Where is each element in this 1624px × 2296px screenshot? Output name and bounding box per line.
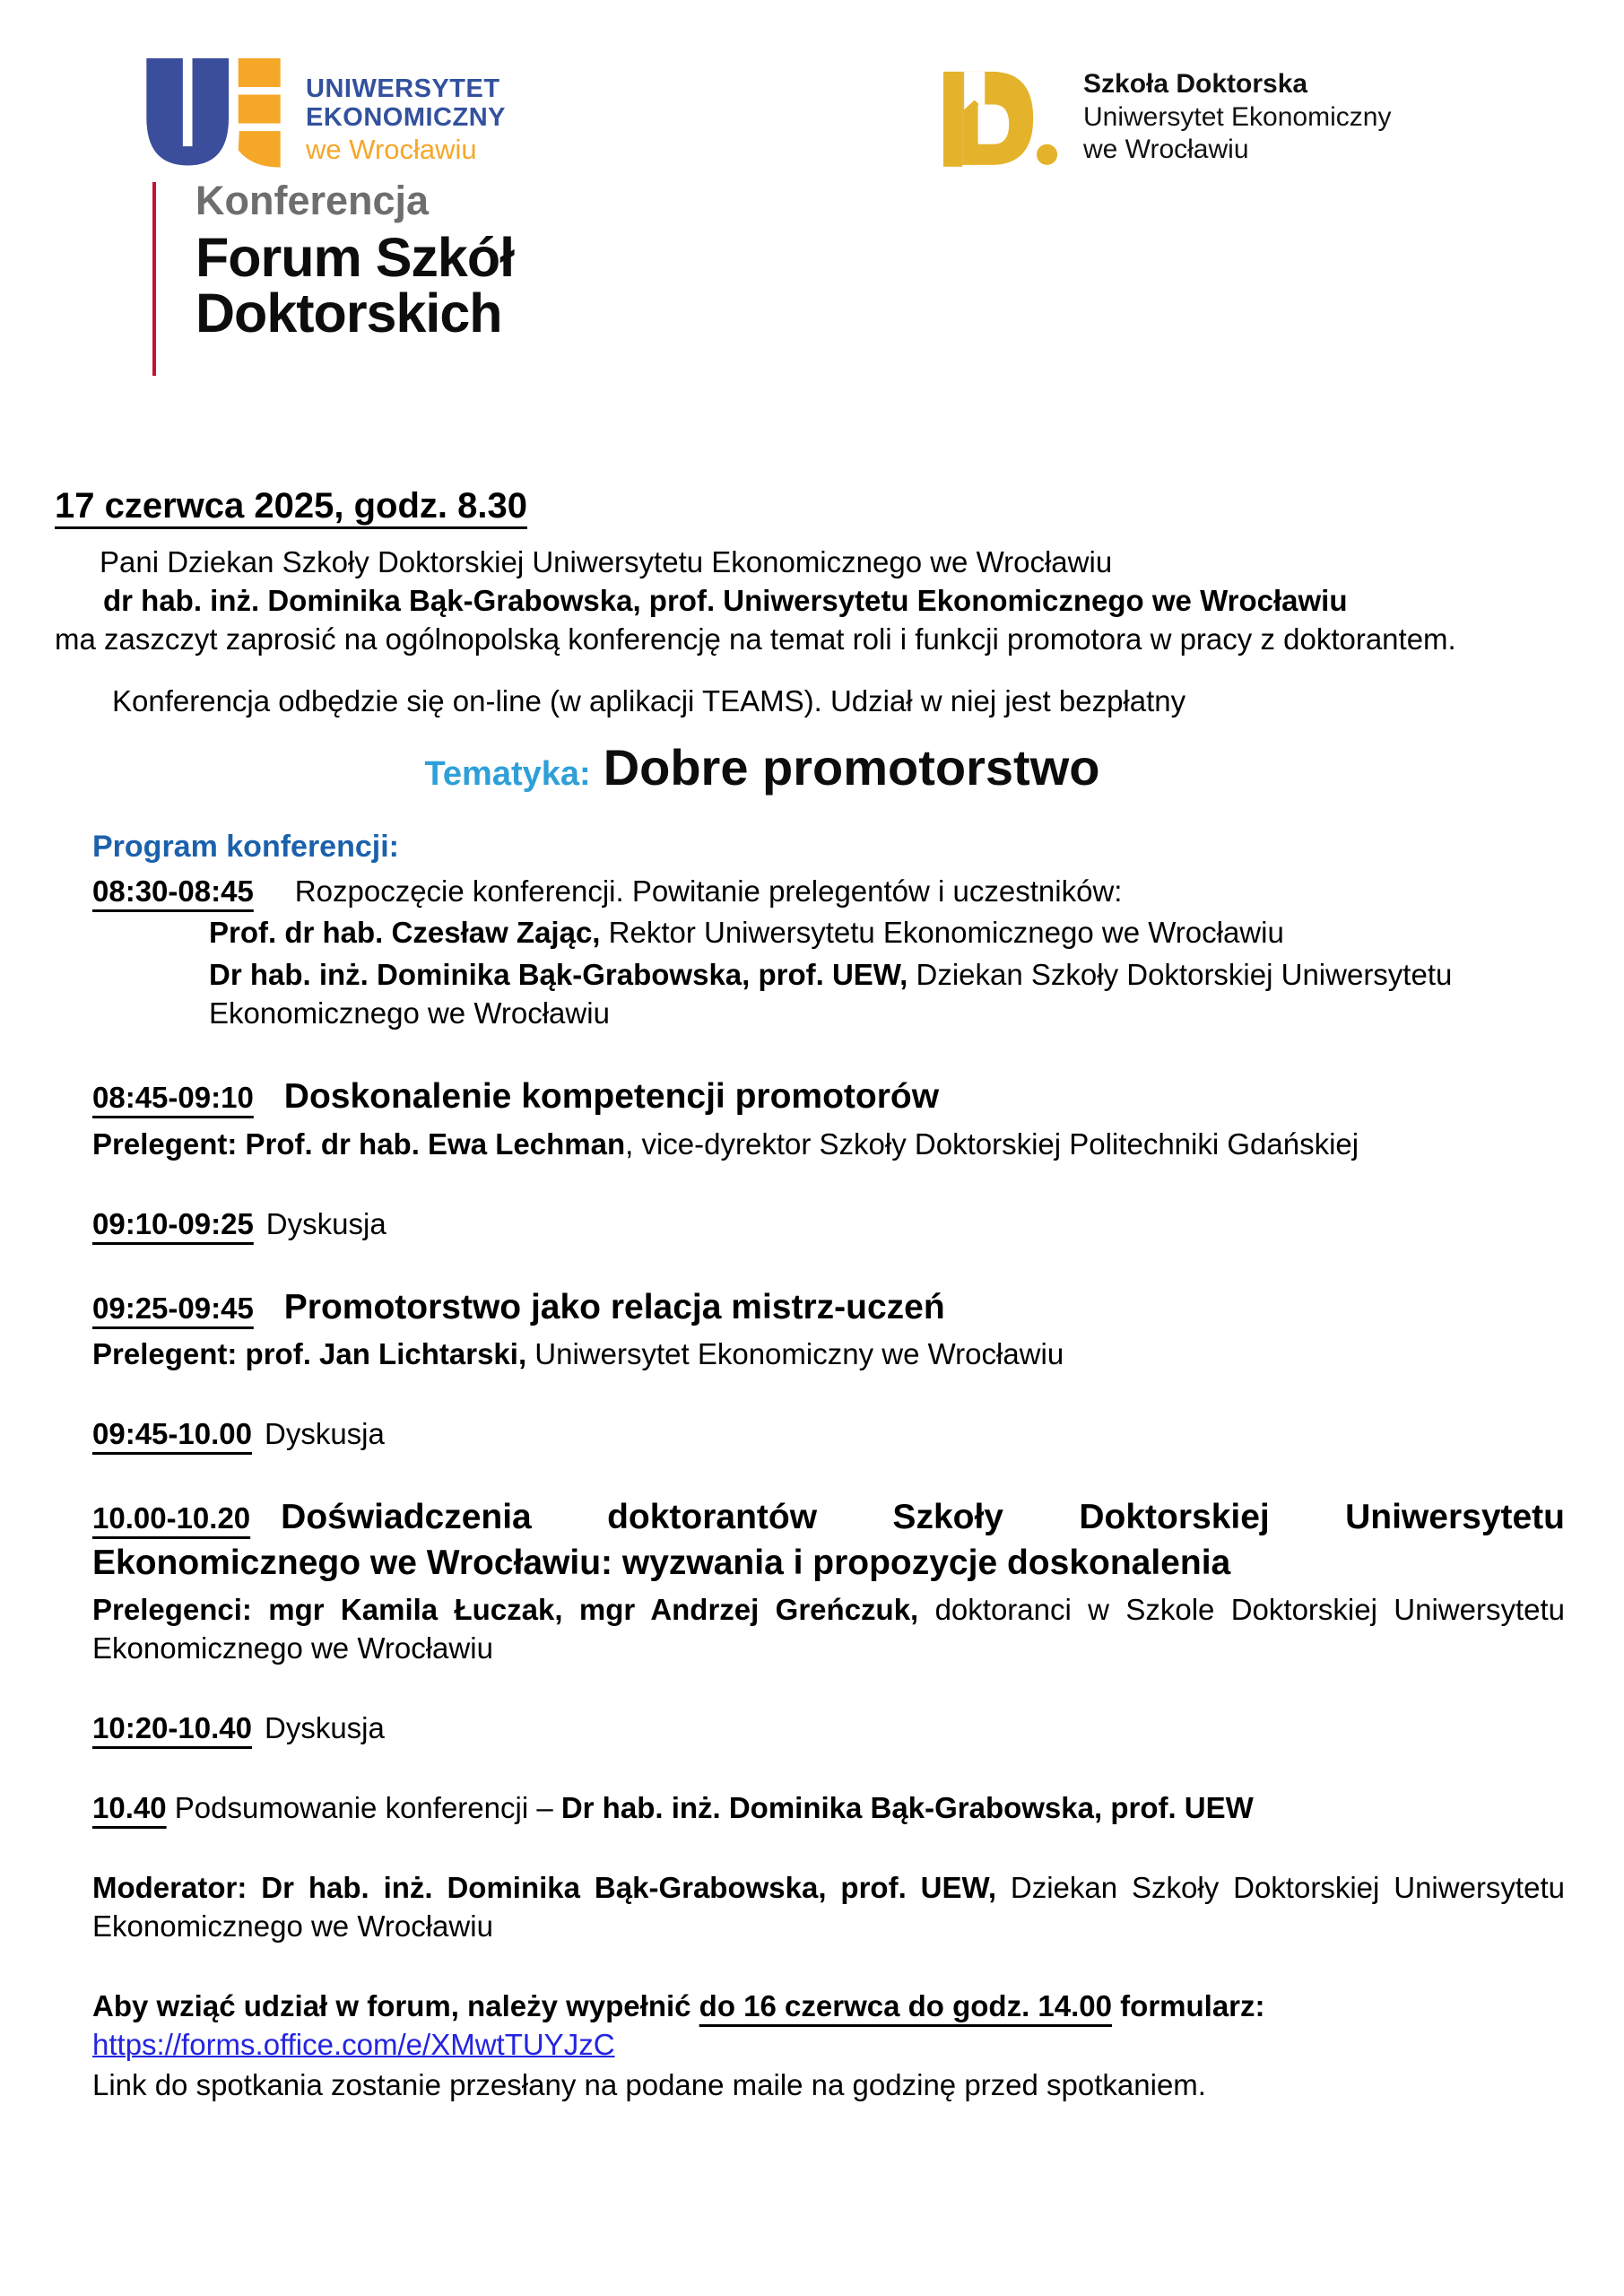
program-time: 09:45-10.00 xyxy=(92,1417,252,1451)
signup-instruction xyxy=(92,1987,1565,2026)
speaker-line xyxy=(92,956,1565,1033)
date-heading: 17 czerwca 2025, godz. 8.30 xyxy=(55,486,527,526)
signup-suffix: formularz: xyxy=(1112,1988,1265,2022)
ue-logo-text xyxy=(306,74,506,166)
program-heading: Program konferencji: xyxy=(92,830,399,865)
program-item-discussion xyxy=(92,1415,1565,1454)
speaker-role: Rektor Uniwersytetu Ekonomicznego we Wrocławiu xyxy=(600,916,1284,950)
conference-title-line2: Doktorskich xyxy=(195,283,502,344)
program-item-discussion xyxy=(92,1709,1565,1748)
program-time: 09:10-09:25 xyxy=(92,1206,254,1240)
program-item-discussion xyxy=(92,1205,1565,1244)
form-link-line xyxy=(92,2026,1565,2065)
discussion-label: Dyskusja xyxy=(264,1711,385,1745)
signup-section xyxy=(92,1987,1565,2105)
doctoral-school-logo xyxy=(943,61,1391,170)
moderator-line xyxy=(92,1869,1565,1946)
presenter-role: Uniwersytet Ekonomiczny we Wrocławiu xyxy=(526,1337,1064,1371)
program-item-opening xyxy=(92,873,1565,911)
signup-prefix: Aby wziąć udział w forum, należy wypełnić xyxy=(92,1988,699,2022)
program-time: 09:25-09:45 xyxy=(92,1291,254,1325)
red-accent-line xyxy=(152,182,156,376)
sd-logo-line2: Uniwersytet Ekonomiczny xyxy=(1083,101,1392,132)
program-section xyxy=(92,827,1565,1945)
conference-label: Konferencja xyxy=(195,178,430,223)
program-time: 10:20-10.40 xyxy=(92,1711,252,1745)
talk-title: Doskonalenie kompetencji promotorów xyxy=(283,1077,940,1117)
ue-logo-line3: we Wrocławiu xyxy=(306,133,477,165)
presenter-name: Prelegent: prof. Jan Lichtarski, xyxy=(92,1337,527,1371)
registration-form-link[interactable]: https://forms.office.com/e/XMwtTUYJzC xyxy=(92,2027,615,2061)
discussion-label: Dyskusja xyxy=(265,1206,386,1240)
signup-deadline: do 16 czerwca do godz. 14.00 xyxy=(699,1988,1112,2022)
summary-person: Dr hab. inż. Dominika Bąk-Grabowska, prof. UEW xyxy=(560,1791,1254,1825)
speaker-role: Dziekan Szkoły Doktorskiej Uniwersytetu Ekonomicznego we Wrocławiu xyxy=(209,958,1453,1031)
program-item-talk xyxy=(92,1074,1565,1164)
online-note: Konferencja odbędzie się on-line (w aplikacji TEAMS). Udział w niej jest bezpłatny xyxy=(112,683,1186,718)
doctoral-school-logo-mark xyxy=(943,61,1060,170)
conference-masthead xyxy=(195,178,515,344)
intro-line-2: dr hab. inż. Dominika Bąk-Grabowska, prof. Uniwersytetu Ekonomicznego we Wrocławiu xyxy=(103,583,1348,617)
presenter-name: Prelegenci: mgr Kamila Łuczak, mgr Andrzej Greńczuk, xyxy=(92,1593,919,1627)
theme-value: Dobre promotorstwo xyxy=(603,738,1100,796)
moderator-name: Moderator: Dr hab. inż. Dominika Bąk-Grabowska, prof. UEW, xyxy=(92,1870,996,1904)
program-time: 08:30-08:45 xyxy=(92,874,254,908)
presenter-line xyxy=(92,1126,1565,1164)
presenter-role: doktoranci w Szkole Doktorskiej Uniwersytetu Ekonomicznego we Wrocławiu xyxy=(92,1593,1566,1665)
sd-logo-line1: Szkoła Doktorska xyxy=(1083,69,1308,99)
program-item-summary xyxy=(92,1789,1565,1828)
speaker-line xyxy=(92,914,1565,952)
program-time: 08:45-09:10 xyxy=(92,1081,254,1115)
theme-label: Tematyka: xyxy=(424,754,591,793)
doctoral-school-logo-text xyxy=(1083,68,1391,167)
conference-title-line1: Forum Szkół xyxy=(195,227,515,288)
speaker-name: Dr hab. inż. Dominika Bąk-Grabowska, prof. UEW, xyxy=(209,958,908,992)
sd-logo-line3: we Wrocławiu xyxy=(1083,135,1249,165)
ue-logo-mark xyxy=(146,58,281,173)
presenter-line xyxy=(92,1591,1565,1668)
ue-university-logo xyxy=(146,58,506,173)
ue-logo-line1: UNIWERSYTET xyxy=(306,74,500,103)
program-time: 10.00-10.20 xyxy=(92,1501,251,1535)
intro-line-3: ma zaszczyt zaprosić na ogólnopolską konferencję na temat roli i funkcji promotora w pracy z doktorantem. xyxy=(55,622,1456,656)
program-item-talk xyxy=(92,1495,1565,1668)
document-body xyxy=(55,483,1568,2104)
presenter-line xyxy=(92,1335,1565,1374)
presenter-name: Prelegent: Prof. dr hab. Ewa Lechman xyxy=(92,1126,626,1161)
program-desc: Rozpoczęcie konferencji. Powitanie prelegentów i uczestników: xyxy=(294,874,1123,908)
talk-title: Promotorstwo jako relacja mistrz-uczeń xyxy=(283,1287,945,1326)
program-time: 10.40 xyxy=(92,1791,167,1825)
presenter-role: , vice-dyrektor Szkoły Doktorskiej Politechniki Gdańskiej xyxy=(625,1126,1359,1161)
ue-logo-line2: EKONOMICZNY xyxy=(306,103,506,133)
discussion-label: Dyskusja xyxy=(264,1417,385,1451)
intro-line-1: Pani Dziekan Szkoły Doktorskiej Uniwersytetu Ekonomicznego we Wrocławiu xyxy=(100,545,1113,578)
summary-text: Podsumowanie konferencji – xyxy=(166,1791,561,1825)
theme-line xyxy=(5,735,1519,801)
talk-title: Doświadczenia doktorantów Szkoły Doktorskiej Uniwersytetu Ekonomicznego we Wrocławiu: wyzwania i propozycje doskonalenia xyxy=(92,1498,1565,1582)
speaker-name: Prof. dr hab. Czesław Zając, xyxy=(209,916,601,950)
program-item-talk xyxy=(92,1285,1565,1375)
moderator-role: Dziekan Szkoły Doktorskiej Uniwersytetu Ekonomicznego we Wrocławiu xyxy=(92,1870,1565,1943)
meeting-link-note: Link do spotkania zostanie przesłany na podane maile na godzinę przed spotkaniem. xyxy=(92,2067,1206,2101)
